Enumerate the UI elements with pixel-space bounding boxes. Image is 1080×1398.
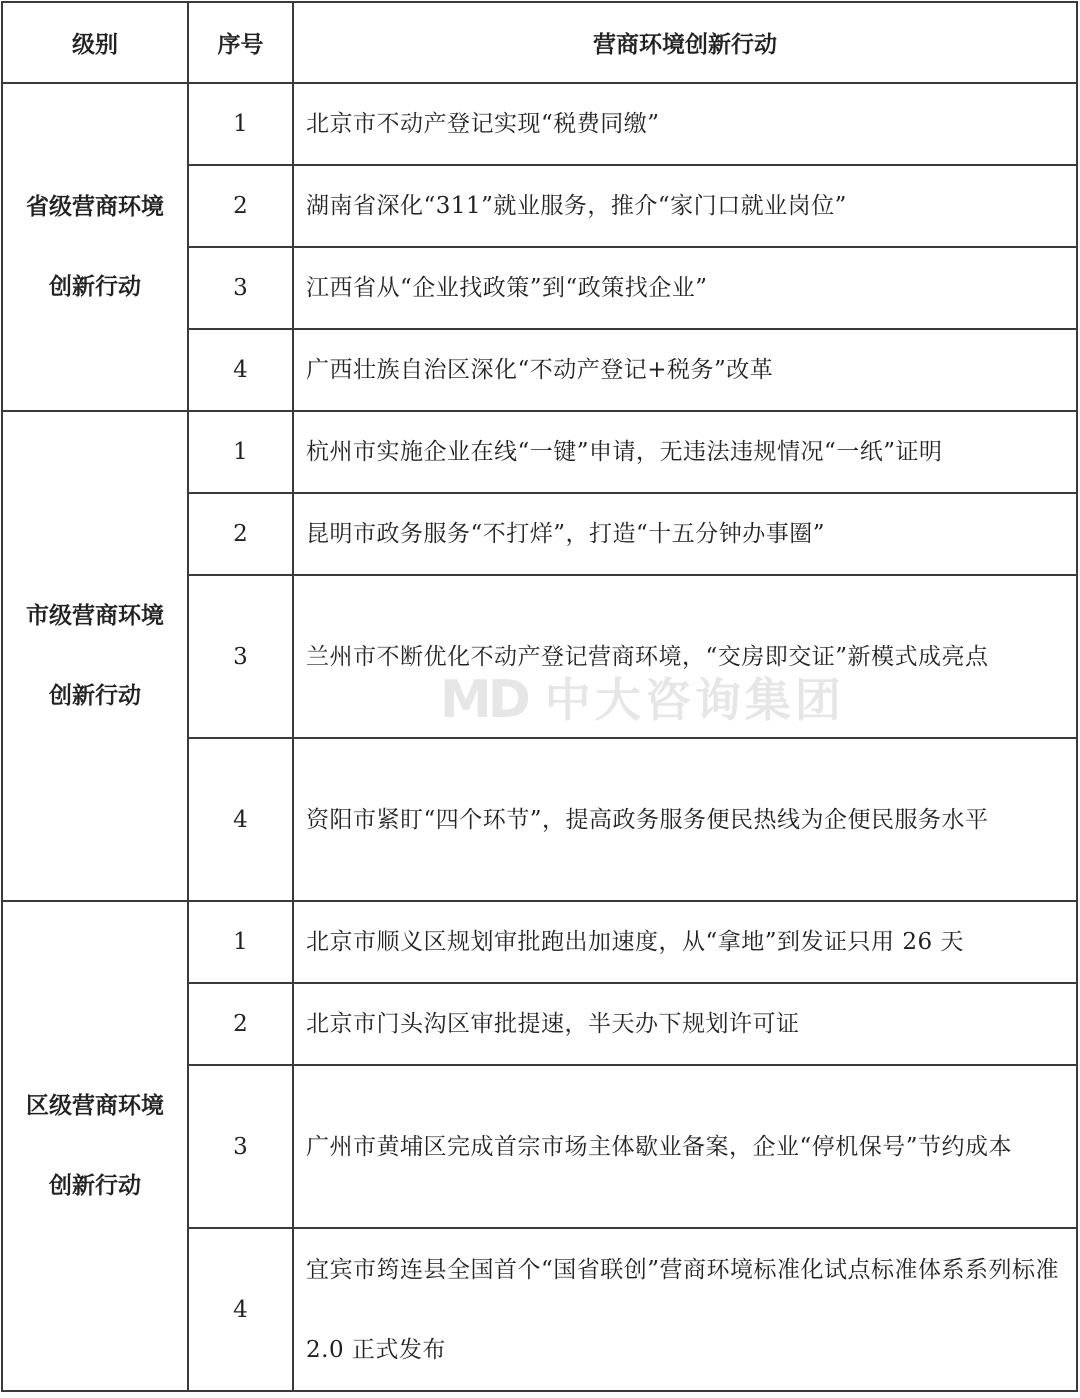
watermark-logo: MD — [440, 670, 527, 730]
level-line-1: 市级营商环境 — [26, 602, 164, 629]
action-text: 北京市不动产登记实现“税费同缴” — [293, 83, 1077, 165]
level-line-2: 创新行动 — [49, 1172, 141, 1199]
row-number: 4 — [188, 329, 293, 411]
row-number: 3 — [188, 575, 293, 738]
header-number: 序号 — [188, 2, 293, 83]
action-text: 北京市门头沟区审批提速，半天办下规划许可证 — [293, 983, 1077, 1065]
level-cell — [2, 83, 188, 411]
level-line-2: 创新行动 — [49, 682, 141, 709]
action-text: 杭州市实施企业在线“一键”申请，无违法违规情况“一纸”证明 — [293, 411, 1077, 493]
action-text: 湖南省深化“311”就业服务，推介“家门口就业岗位” — [293, 165, 1077, 247]
level-line-1: 区级营商环境 — [26, 1092, 164, 1119]
row-number: 2 — [188, 983, 293, 1065]
row-number: 1 — [188, 901, 293, 983]
row-number: 3 — [188, 247, 293, 329]
header-action: 营商环境创新行动 — [293, 2, 1077, 83]
level-line-2: 创新行动 — [49, 273, 141, 300]
action-text: 广州市黄埔区完成首宗市场主体歇业备案，企业“停机保号”节约成本 — [293, 1065, 1077, 1228]
table-header-row — [2, 2, 1077, 83]
row-number: 1 — [188, 411, 293, 493]
action-text: 资阳市紧盯“四个环节”，提高政务服务便民热线为企便民服务水平 — [293, 738, 1077, 901]
innovation-actions-table — [1, 1, 1078, 1392]
row-number: 4 — [188, 738, 293, 901]
row-number: 1 — [188, 83, 293, 165]
table-row — [2, 83, 1077, 165]
row-number: 3 — [188, 1065, 293, 1228]
action-text: 北京市顺义区规划审批跑出加速度，从“拿地”到发证只用 26 天 — [293, 901, 1077, 983]
action-text: 广西壮族自治区深化“不动产登记+税务”改革 — [293, 329, 1077, 411]
watermark-name: 中大咨询集团 — [544, 673, 845, 727]
action-text: 宜宾市筠连县全国首个“国省联创”营商环境标准化试点标准体系系列标准 2.0 正式发布 — [293, 1228, 1077, 1391]
row-number: 2 — [188, 493, 293, 575]
level-cell — [2, 411, 188, 901]
header-level: 级别 — [2, 2, 188, 83]
table-row — [2, 411, 1077, 493]
action-text: 昆明市政务服务“不打烊”，打造“十五分钟办事圈” — [293, 493, 1077, 575]
row-number: 2 — [188, 165, 293, 247]
action-text: 江西省从“企业找政策”到“政策找企业” — [293, 247, 1077, 329]
action-text: 兰州市不断优化不动产登记营商环境，“交房即交证”新模式成亮点 — [293, 575, 1077, 738]
row-number: 4 — [188, 1228, 293, 1391]
level-line-1: 省级营商环境 — [26, 193, 164, 220]
level-cell — [2, 901, 188, 1391]
table-row — [2, 901, 1077, 983]
